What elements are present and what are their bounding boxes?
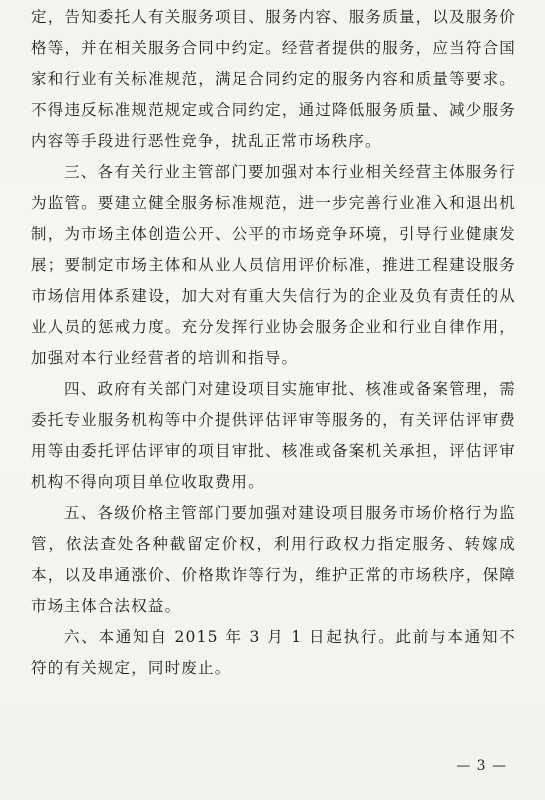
page-number: — 3 — [456, 758, 507, 774]
paragraph-item-4: 四、政府有关部门对建设项目实施审批、核准或备案管理，需委托专业服务机构等中介提供评估评审等服务的，有关评估评审费用等由委托评估评审的项目审批、核准或备案机关承担，评估评审机构不得向项目单位收取费用。 [31, 380, 516, 491]
document-body [31, 2, 516, 684]
paragraph-item-6: 六、本通知自 2015 年 3 月 1 日起执行。此前与本通知不符的有关规定，同时废止。 [31, 628, 516, 677]
paragraph-item-3: 三、各有关行业主管部门要加强对本行业相关经营主体服务行为监管。要建立健全服务标准规范，进一步完善行业准入和退出机制，为市场主体创造公开、公平的市场竞争环境，引导行业健康发展；要制定市场主体和从业人员信用评价标准，推进工程建设服务市场信用体系建设，加大对有重大失信行为的企业及负有责任的从业人员的惩戒力度。充分发挥行业协会服务企业和行业自律作用，加强对本行业经营者的培训和指导。 [31, 163, 516, 367]
paragraph-item-5: 五、各级价格主管部门要加强对建设项目服务市场价格行为监管，依法查处各种截留定价权，利用行政权力指定服务、转嫁成本，以及串通涨价、价格欺诈等行为，维护正常的市场秩序，保障市场主体合法权益。 [31, 504, 516, 615]
paragraph-continuation: 定，告知委托人有关服务项目、服务内容、服务质量，以及服务价格等，并在相关服务合同中约定。经营者提供的服务，应当符合国家和行业有关标准规范，满足合同约定的服务内容和质量等要求。不得违反标准规范规定或合同约定，通过降低服务质量、减少服务内容等手段进行恶性竞争，扰乱正常市场秩序。 [31, 8, 516, 150]
